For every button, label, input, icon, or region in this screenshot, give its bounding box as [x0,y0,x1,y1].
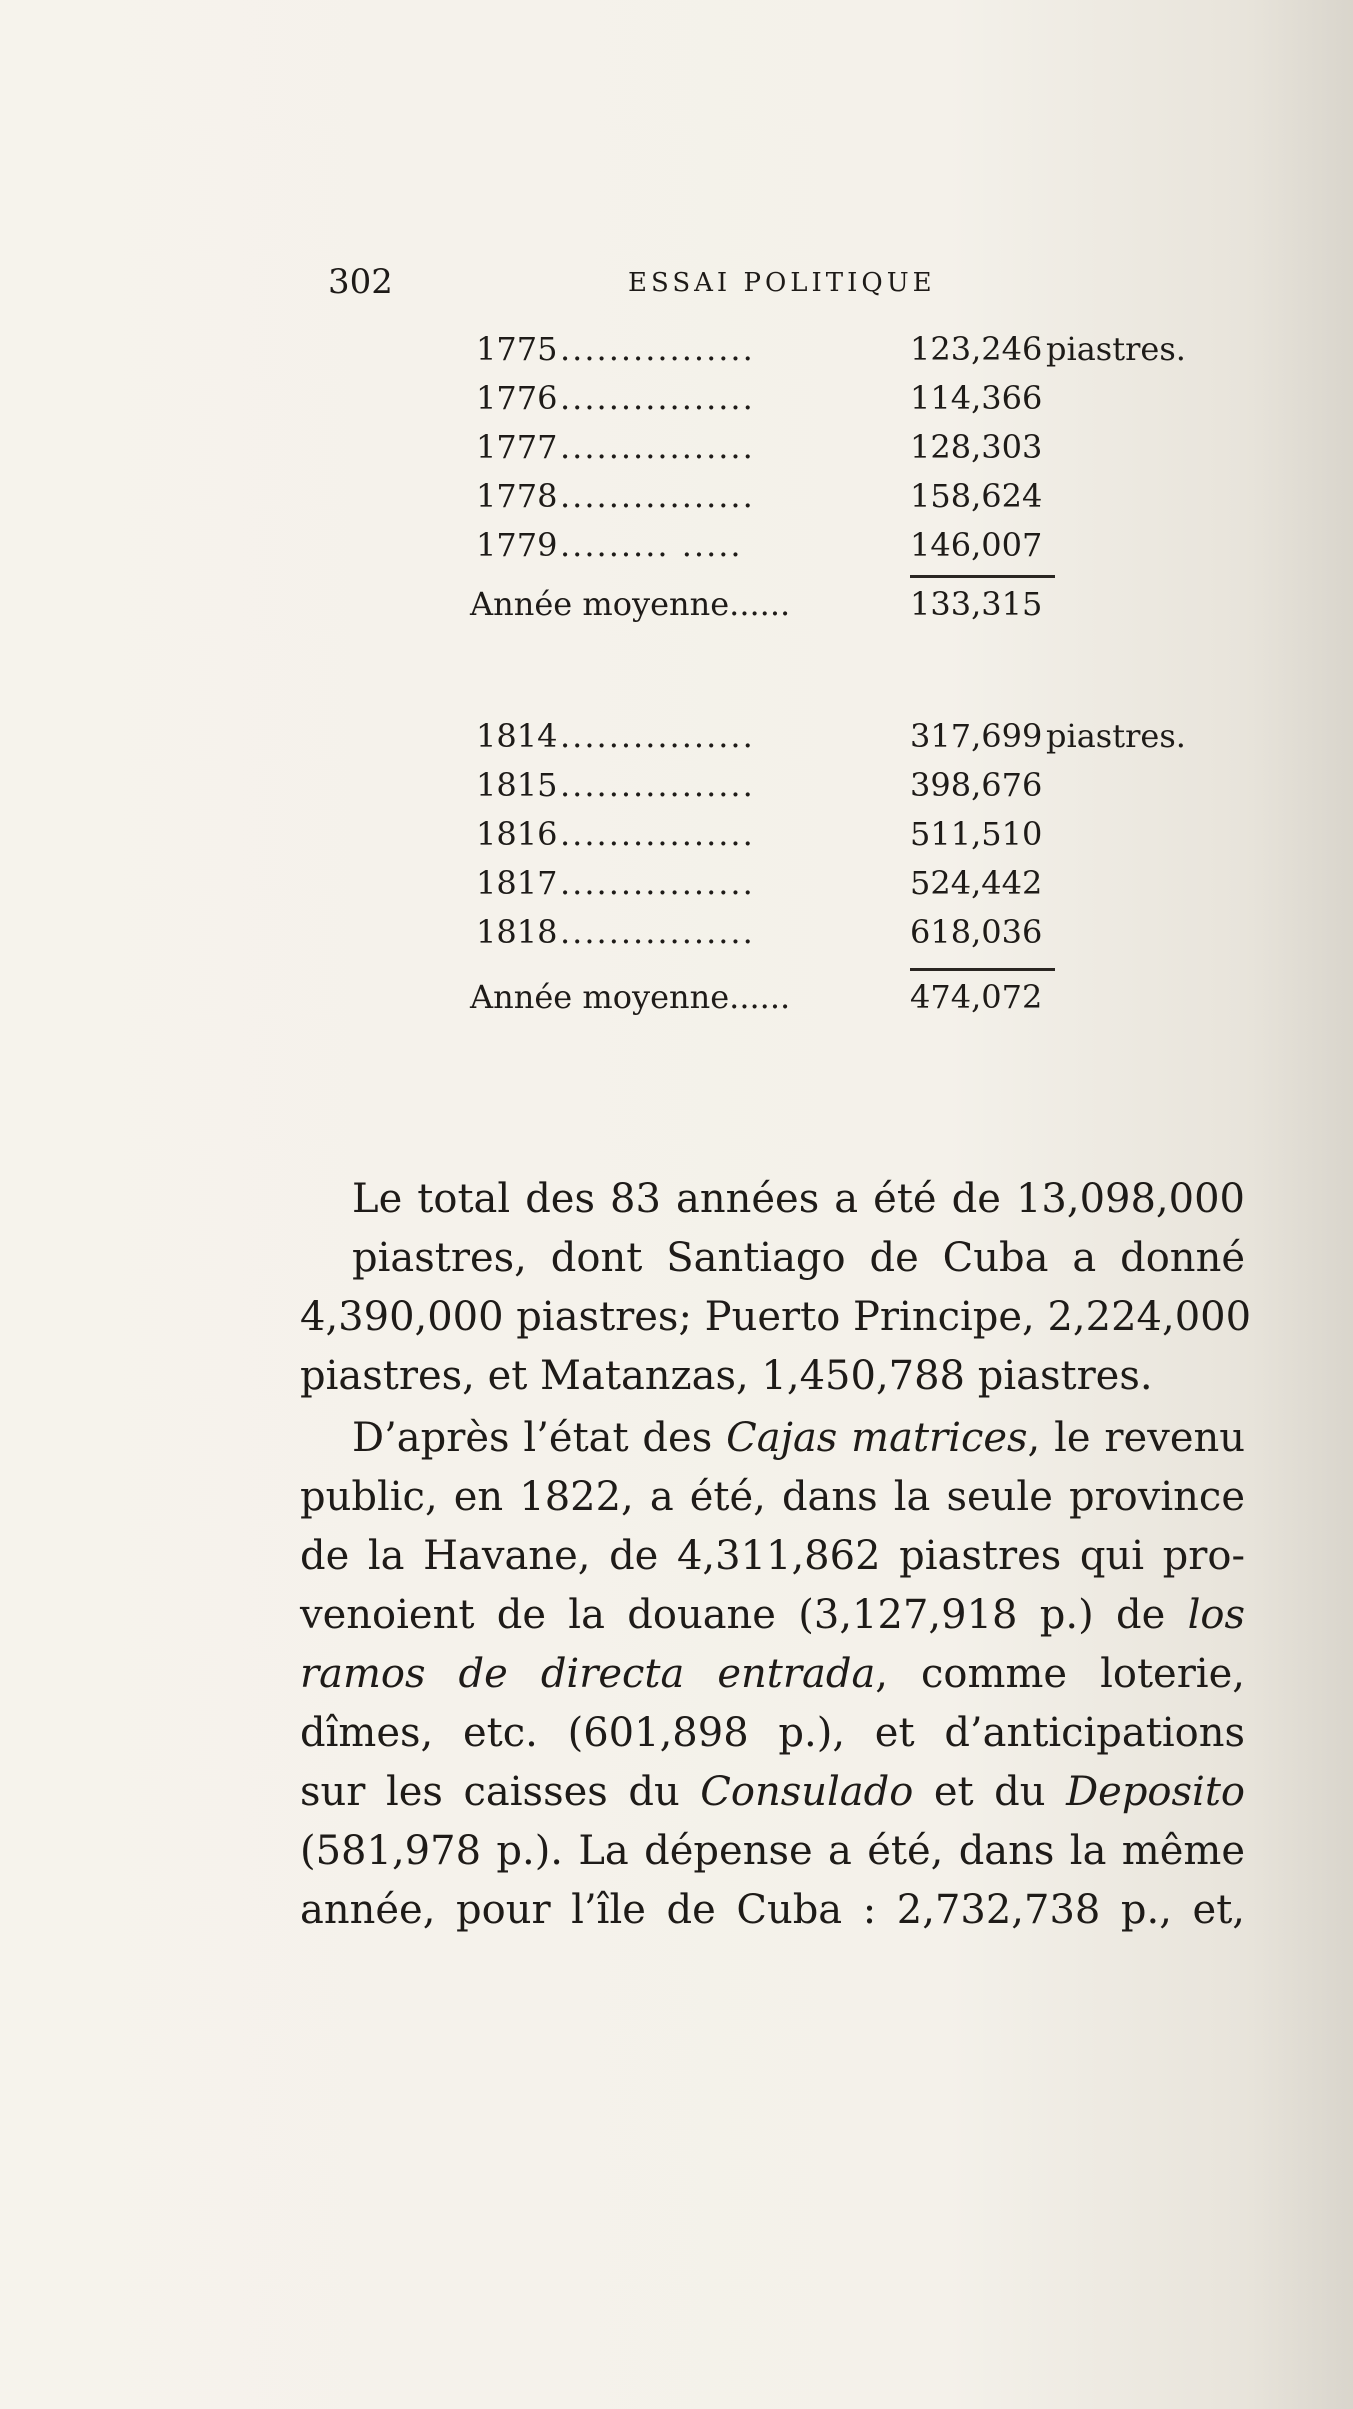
amount: 317,699 [910,717,1043,755]
paragraph-2 [300,1409,1245,1940]
table-1 [470,330,1230,641]
table-row [470,428,1230,477]
year: 1818 [476,913,558,951]
year: 1817 [476,864,558,902]
text-line: 4,390,000 piastres; Puerto Principe, 2,224,000 [300,1294,1252,1340]
body-text [300,1170,1252,1940]
mean-row [470,978,1230,1034]
text-line: dîmes, etc. (601,898 p.), et d’anticipations [300,1710,1245,1756]
dot-leader: ................ [560,477,755,515]
table-row [470,379,1230,428]
text-line [300,1645,1245,1704]
text-line: année, pour l’île de Cuba : 2,732,738 p., et, [300,1887,1245,1933]
text-line [300,1586,1245,1645]
mean-value: 474,072 [910,978,1043,1016]
text-line [300,1409,1245,1468]
year: 1777 [476,428,558,466]
page-number: 302 [328,262,393,302]
amount: 398,676 [910,766,1043,804]
sum-rule [910,968,1055,971]
table-row [470,477,1230,526]
italic-run: ramos de directa entrada [300,1651,876,1697]
text-line: Le total des 83 années a été de 13,098,000 [352,1176,1245,1222]
year: 1814 [476,717,558,755]
text-run: , comme loterie, [875,1651,1245,1697]
sum-rule-wrap [470,962,1230,978]
table-row [470,864,1230,913]
text-run: sur les caisses du [300,1769,701,1815]
italic-run: los [1187,1592,1245,1638]
amount: 524,442 [910,864,1043,902]
text-run: venoient de la douane (3,127,918 p.) de [300,1592,1188,1638]
sum-rule [910,575,1055,578]
year: 1815 [476,766,558,804]
dot-leader: ................ [560,717,755,755]
dot-leader: ................ [560,766,755,804]
year: 1816 [476,815,558,853]
table-row [470,330,1230,379]
page-header [328,262,1278,312]
text-run: et du [913,1769,1067,1815]
dot-leader: ......... ..... [560,526,743,564]
text-run: D’après l’état des [352,1415,727,1461]
paragraph-1 [300,1170,1252,1406]
amount: 618,036 [910,913,1043,951]
italic-run: Deposito [1066,1769,1245,1815]
unit: piastres. [1046,717,1186,755]
dot-leader: ................ [560,428,755,466]
text-line: (581,978 p.). La dépense a été, dans la même [300,1828,1245,1874]
dot-leader: ................ [560,864,755,902]
text-line: piastres, dont Santiago de Cuba a donné [352,1235,1245,1281]
amount: 114,366 [910,379,1043,417]
year: 1776 [476,379,558,417]
mean-label: Année moyenne...... [470,978,791,1016]
table-row [470,766,1230,815]
mean-label: Année moyenne...... [470,585,791,623]
amount: 511,510 [910,815,1043,853]
dot-leader: ................ [560,913,755,951]
dot-leader: ................ [560,815,755,853]
italic-run: Cajas matrices [726,1415,1028,1461]
table-row [470,717,1230,766]
table-row [470,815,1230,864]
text-line: piastres, et Matanzas, 1,450,788 piastres. [300,1353,1153,1399]
amount: 128,303 [910,428,1043,466]
amount: 146,007 [910,526,1043,564]
year: 1779 [476,526,558,564]
italic-run: Consulado [700,1769,914,1815]
year: 1775 [476,330,558,368]
table-row [470,913,1230,962]
text-run: , le revenu [1027,1415,1246,1461]
dot-leader: ................ [560,330,755,368]
running-head: ESSAI POLITIQUE [628,268,936,298]
amount: 123,246 [910,330,1043,368]
amount: 158,624 [910,477,1043,515]
year: 1778 [476,477,558,515]
text-line: public, en 1822, a été, dans la seule province [300,1474,1245,1520]
revenue-tables [470,330,1230,1034]
unit: piastres. [1046,330,1186,368]
mean-row [470,585,1230,641]
table-row [470,526,1230,575]
text-line: de la Havane, de 4,311,862 piastres qui pro- [300,1533,1245,1579]
table-2 [470,717,1230,1034]
dot-leader: ................ [560,379,755,417]
mean-value: 133,315 [910,585,1043,623]
text-line [300,1763,1245,1822]
sum-rule-wrap [470,575,1230,585]
